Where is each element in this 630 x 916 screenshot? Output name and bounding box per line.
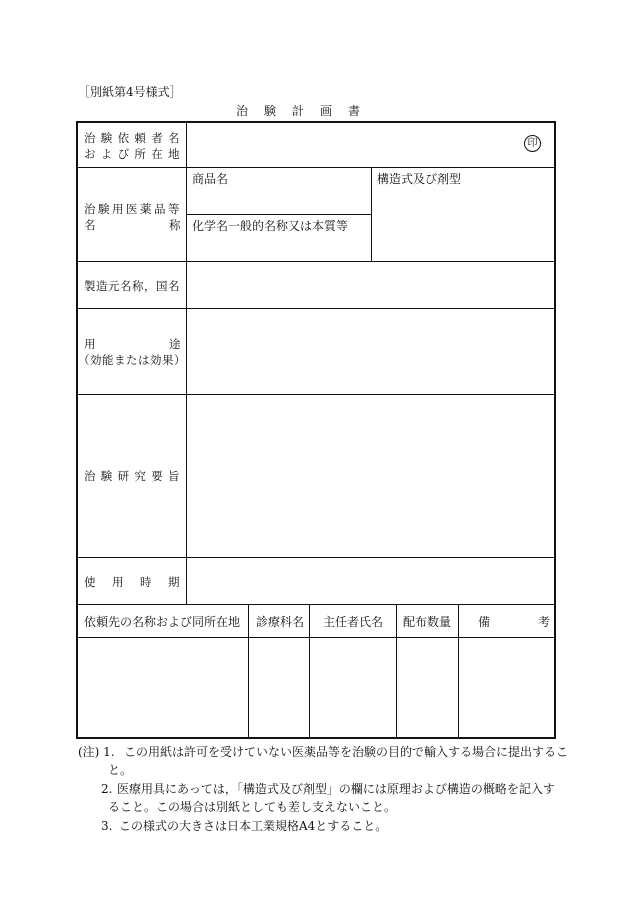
usage-label-b: 途 — [169, 337, 181, 351]
requester-label — [84, 130, 180, 162]
header-quantity: 配布数量 — [403, 615, 452, 629]
header-remarks: 備 考 — [478, 615, 559, 629]
manufacturer-label: 製造元名称，国名 — [84, 279, 180, 293]
note-1-line2: と。 — [108, 763, 133, 777]
drug-label-line1: 治験用医薬品等 — [84, 202, 180, 216]
usage-label-a: 用 — [84, 337, 96, 351]
requester-label-line2: および所在地 — [84, 147, 180, 161]
product-name-label: 商品名 — [192, 172, 229, 186]
header-destination: 依頼先の名称および同所在地 — [84, 615, 241, 629]
header-person: 主任者氏名 — [323, 615, 384, 629]
note-2-num: 2. — [101, 782, 113, 796]
summary-label: 治験研究要旨 — [84, 469, 180, 483]
header-department: 診療科名 — [256, 615, 305, 629]
chemical-name-label: 化学名一般的名称又は本質等 — [192, 219, 349, 233]
note-3-num: 3. — [101, 819, 113, 833]
note-3-line1: この様式の大きさは日本工業規格A4とすること。 — [119, 819, 388, 833]
drug-label-line2b: 称 — [169, 218, 181, 232]
note-2-line1: 医療用具にあっては，「構造式及び剤型」の欄には原理および構造の概略を記入す — [117, 782, 555, 796]
note-2-line2: ること。この場合は別紙としても差し支えないこと。 — [108, 800, 397, 814]
structure-label: 構造式及び剤型 — [377, 172, 462, 186]
page-title: 治 験 計 画 書 — [236, 104, 363, 118]
note-1-line1: この用紙は許可を受けていない医薬品等を治験の目的で輸入する場合に提出するこ — [124, 745, 569, 759]
seal-mark: 印 — [524, 135, 541, 152]
requester-label-line1: 治験依頼者名 — [84, 131, 180, 145]
usage-label-sub: （効能または効果） — [78, 353, 186, 367]
form-number: ［別紙第4号様式］ — [78, 85, 182, 99]
period-label: 使用時期 — [84, 575, 180, 589]
note-1-num: (注) 1. — [78, 745, 115, 759]
drug-label-line2a: 名 — [84, 218, 96, 232]
